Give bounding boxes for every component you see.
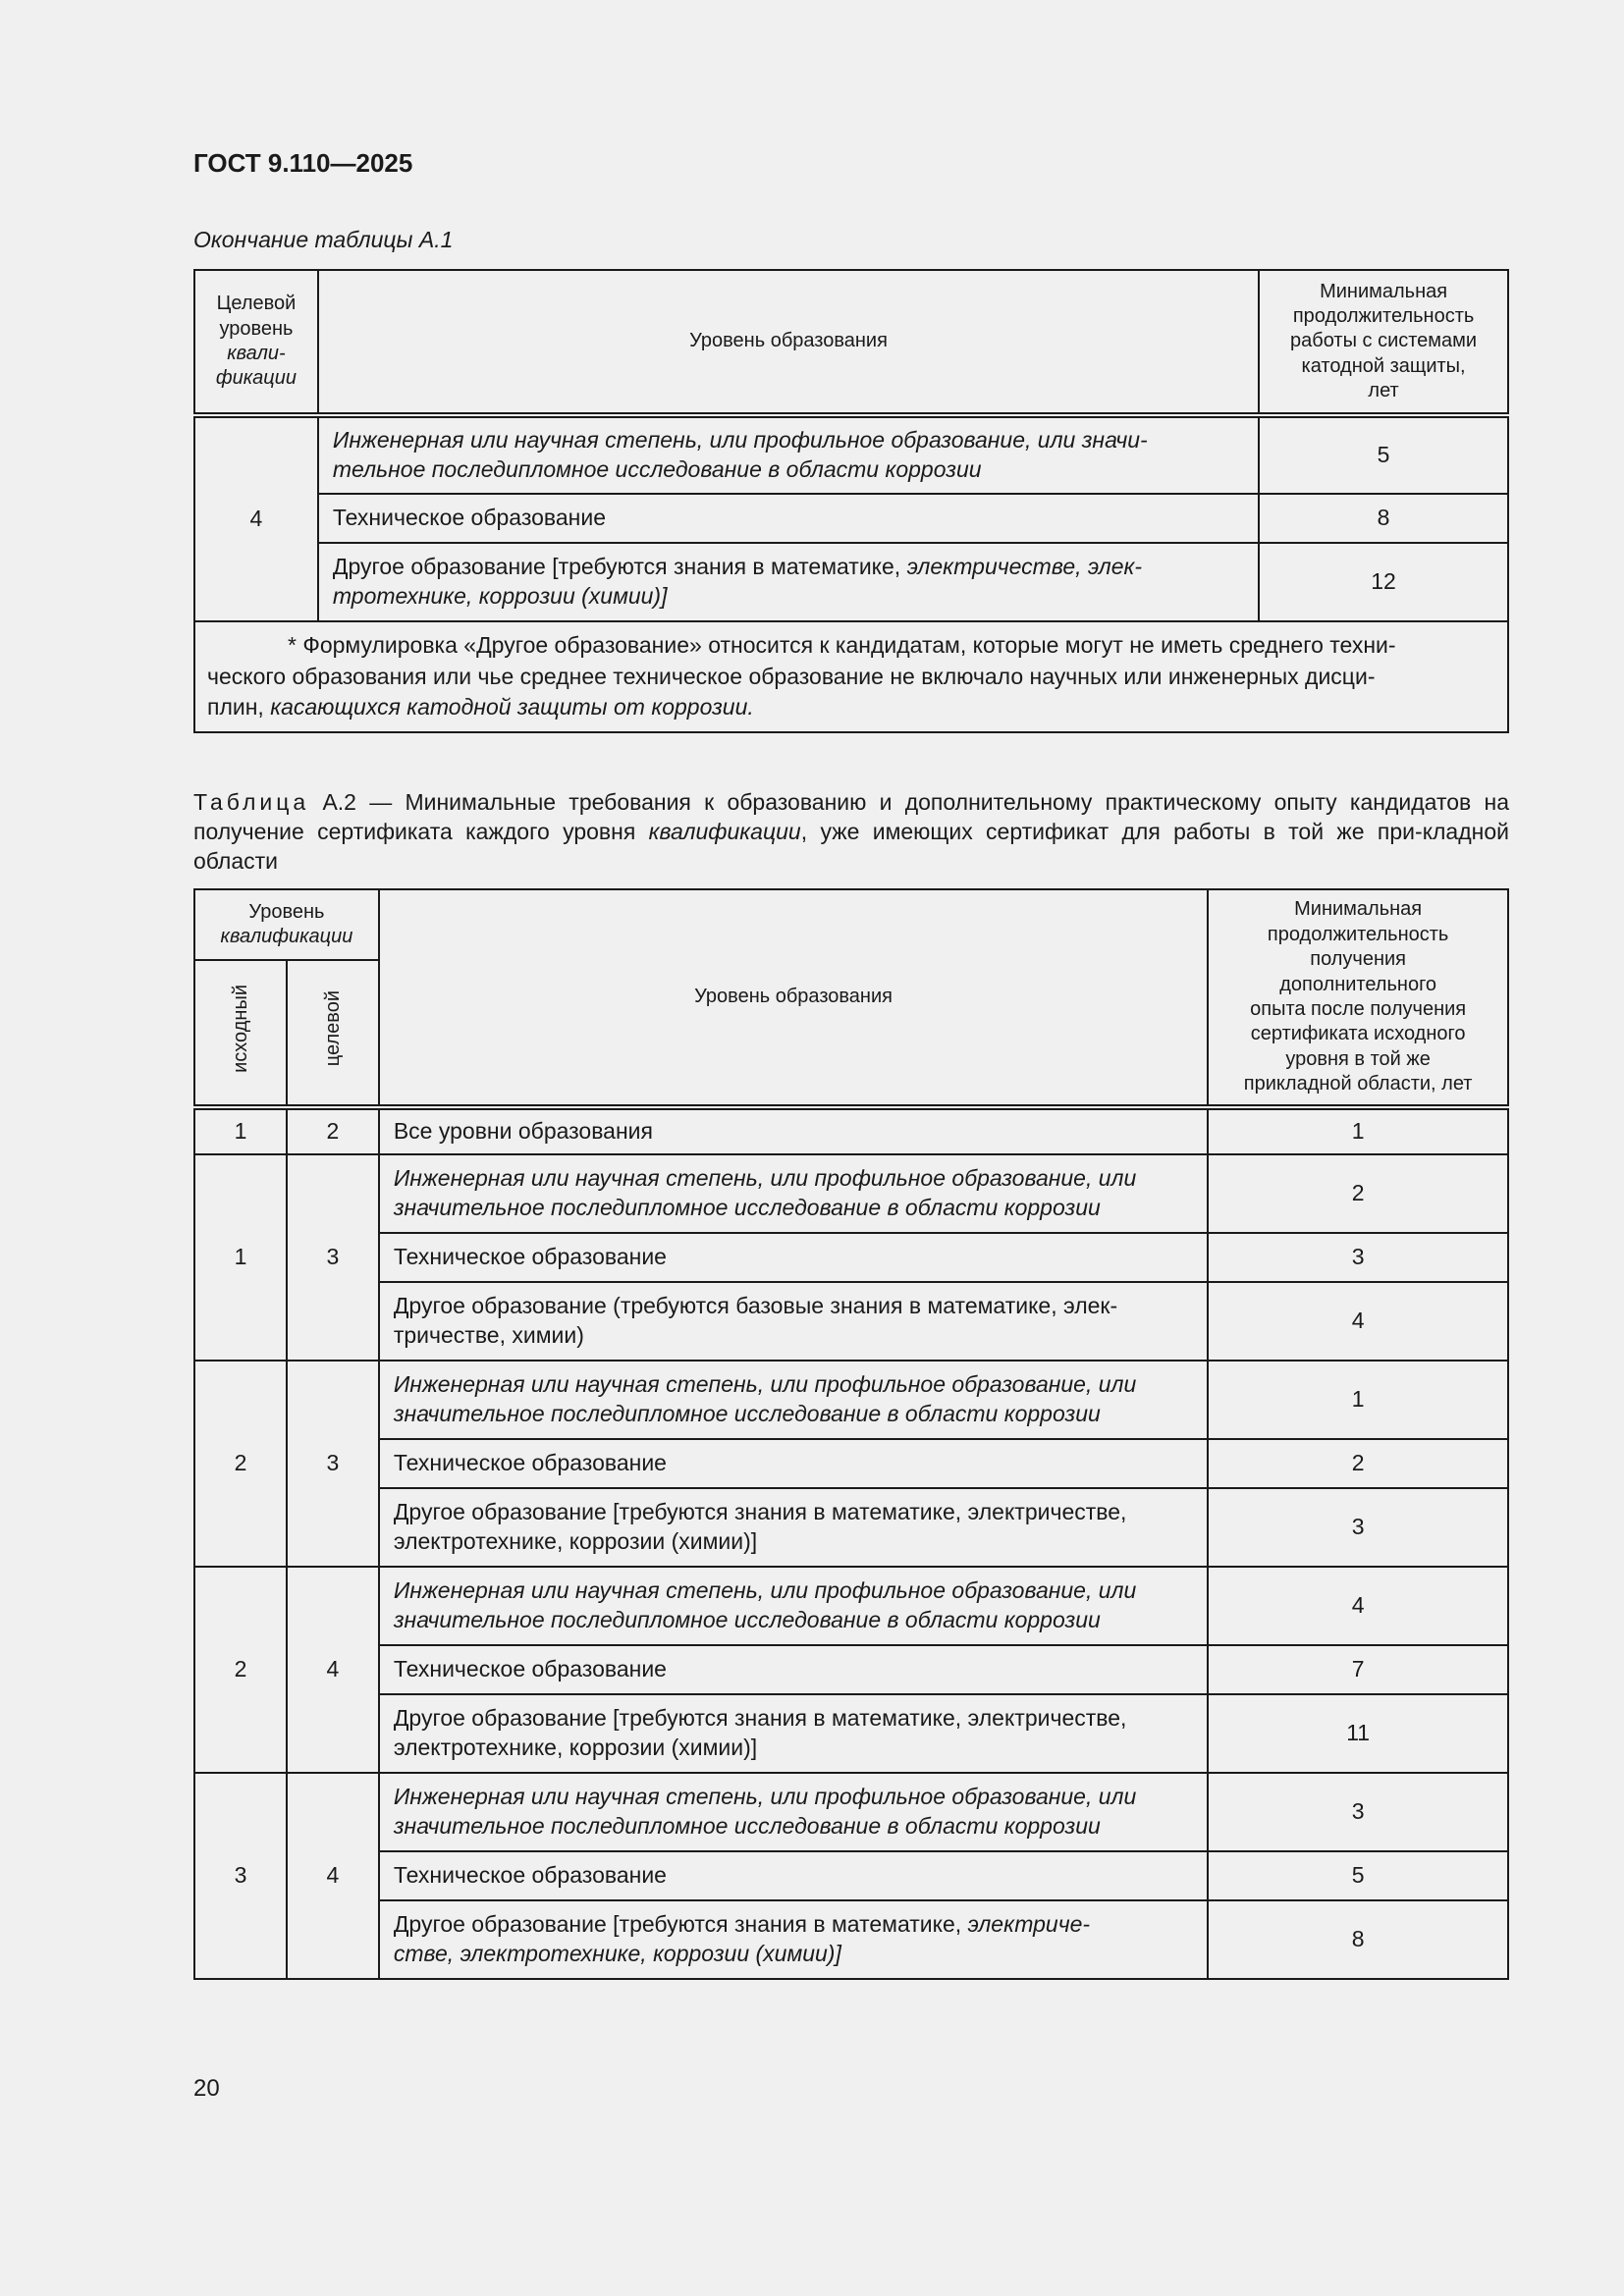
table-a1-end (193, 269, 1509, 733)
table-row (194, 1567, 1508, 1645)
years-cell: 4 (1208, 1282, 1508, 1361)
education-cell: Другое образование [требуются знания в математике, электричестве, электротехнике, коррозии (химии)] (379, 1694, 1208, 1773)
header-min-duration: Минимальная продолжительность получения дополнительного опыта после получения сертификата исходного уровня в той же прикладной области, лет (1208, 889, 1508, 1107)
target-level-cell: 3 (287, 1361, 379, 1567)
years-cell: 7 (1208, 1645, 1508, 1694)
initial-level-cell: 2 (194, 1567, 287, 1773)
years-cell: 11 (1208, 1694, 1508, 1773)
years-cell: 2 (1208, 1154, 1508, 1233)
years-cell: 3 (1208, 1488, 1508, 1567)
education-cell: Другое образование [требуются знания в математике, электричестве, элек- тротехнике, коррозии (химии)] (318, 543, 1259, 621)
education-cell: Техническое образование (318, 494, 1259, 543)
table-row (194, 1488, 1508, 1567)
header-education-level: Уровень образования (318, 270, 1259, 415)
years-cell: 3 (1208, 1233, 1508, 1282)
education-cell: Все уровни образования (379, 1107, 1208, 1154)
header-initial: исходный (194, 960, 287, 1107)
education-cell: Инженерная или научная степень, или профильное образование, или значительное последипломное исследование в области коррозии (379, 1567, 1208, 1645)
page-number: 20 (193, 2075, 220, 2102)
years-cell: 12 (1259, 543, 1508, 621)
years-cell: 8 (1259, 494, 1508, 543)
initial-level-cell: 1 (194, 1107, 287, 1154)
table-continuation-caption: Окончание таблицы А.1 (193, 227, 454, 252)
target-level-cell: 4 (287, 1567, 379, 1773)
header-education-level: Уровень образования (379, 889, 1208, 1107)
years-cell: 1 (1208, 1107, 1508, 1154)
level-cell: 4 (194, 415, 318, 621)
table-row (194, 1107, 1508, 1154)
table-row (194, 1773, 1508, 1851)
table-header-row (194, 889, 1508, 960)
years-cell: 1 (1208, 1361, 1508, 1439)
table-row (194, 1233, 1508, 1282)
education-cell: Инженерная или научная степень, или профильное образование, или значи- тельное последипломное исследование в области коррозии (318, 415, 1259, 494)
table-a2 (193, 888, 1509, 1980)
years-cell: 2 (1208, 1439, 1508, 1488)
table-row (194, 1361, 1508, 1439)
table-header-row (194, 270, 1508, 415)
document-code: ГОСТ 9.110—2025 (193, 148, 413, 178)
header-target: целевой (287, 960, 379, 1107)
education-cell: Другое образование (требуются базовые знания в математике, элек- тричестве, химии) (379, 1282, 1208, 1361)
target-level-cell: 4 (287, 1773, 379, 1979)
target-level-cell: 3 (287, 1154, 379, 1361)
years-cell: 4 (1208, 1567, 1508, 1645)
initial-level-cell: 2 (194, 1361, 287, 1567)
initial-level-cell: 1 (194, 1154, 287, 1361)
header-target-level: Целевой уровень квали- фикации (194, 270, 318, 415)
table-note-row (194, 621, 1508, 732)
education-cell: Техническое образование (379, 1233, 1208, 1282)
table-row (194, 1645, 1508, 1694)
table-row (194, 1900, 1508, 1979)
education-cell: Техническое образование (379, 1851, 1208, 1900)
table-row (194, 1439, 1508, 1488)
table-row (194, 1851, 1508, 1900)
education-cell: Другое образование [требуются знания в математике, электричестве, электротехнике, коррозии (химии)] (379, 1488, 1208, 1567)
years-cell: 8 (1208, 1900, 1508, 1979)
table-row (194, 543, 1508, 621)
header-min-duration: Минимальная продолжительность работы с системами катодной защиты, лет (1259, 270, 1508, 415)
education-cell: Другое образование [требуются знания в математике, электриче- стве, электротехнике, коррозии (химии)] (379, 1900, 1208, 1979)
education-cell: Техническое образование (379, 1439, 1208, 1488)
education-cell: Инженерная или научная степень, или профильное образование, или значительное последипломное исследование в области коррозии (379, 1361, 1208, 1439)
table-a2-caption: Таблица А.2 — Минимальные требования к образованию и дополнительному практическому опыту кандидатов на получение сертификата каждого уровня квалификации, уже имеющих сертификат для работы в той же при-кладной области (193, 789, 1509, 874)
table-row (194, 1154, 1508, 1233)
header-qualification-level: Уровень квалификации (194, 889, 379, 960)
table-row (194, 1694, 1508, 1773)
table-row (194, 1282, 1508, 1361)
initial-level-cell: 3 (194, 1773, 287, 1979)
education-cell: Техническое образование (379, 1645, 1208, 1694)
table-row (194, 494, 1508, 543)
education-cell: Инженерная или научная степень, или профильное образование, или значительное последипломное исследование в области коррозии (379, 1154, 1208, 1233)
years-cell: 5 (1259, 415, 1508, 494)
years-cell: 5 (1208, 1851, 1508, 1900)
years-cell: 3 (1208, 1773, 1508, 1851)
education-cell: Инженерная или научная степень, или профильное образование, или значительное последипломное исследование в области коррозии (379, 1773, 1208, 1851)
table-footnote: * Формулировка «Другое образование» относится к кандидатам, которые могут не иметь среднего техни- ческого образования или чье среднее техническое образование не включало научных или инженерных дисци- плин, касающихся катодной защиты от коррозии. (194, 621, 1508, 732)
target-level-cell: 2 (287, 1107, 379, 1154)
table-row (194, 415, 1508, 494)
